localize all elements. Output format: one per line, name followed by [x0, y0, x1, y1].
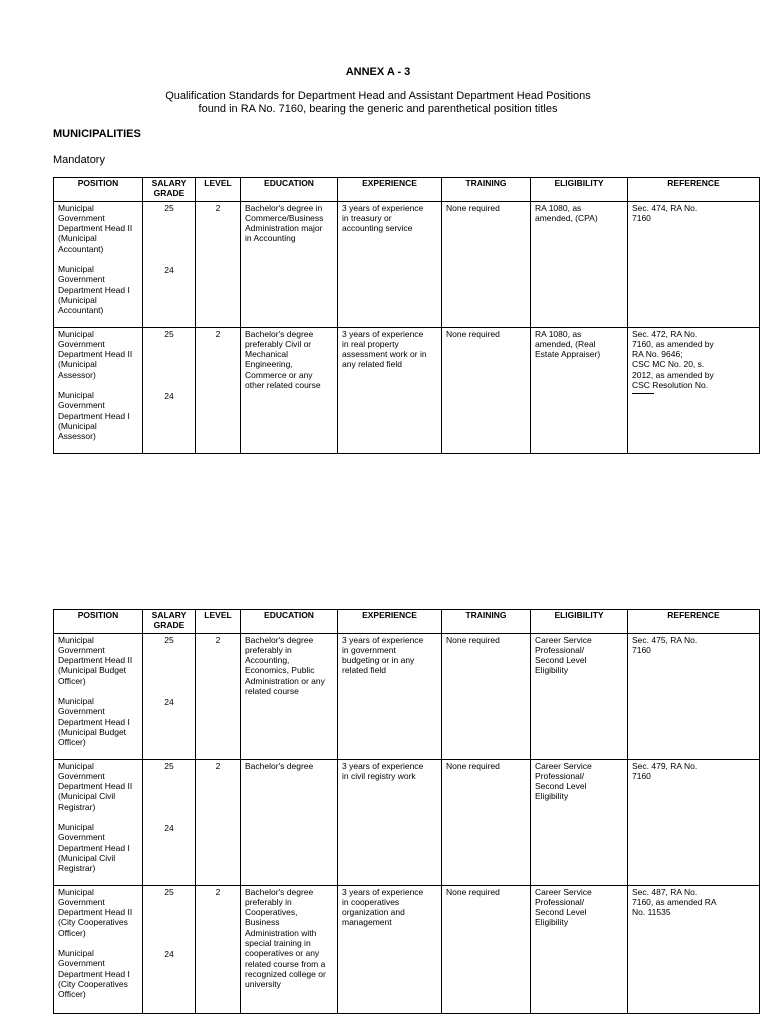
experience-text: 3 years of experience in treasury or accounting service: [342, 202, 424, 234]
salary-grade-value: 25: [164, 760, 174, 771]
table-header-row: [54, 610, 760, 634]
salary-grade-cell: [143, 633, 196, 759]
education-text: Bachelor's degree preferably in Cooperatives, Business Administration with special training in cooperatives or any related course from a recognized college or university: [245, 886, 326, 990]
position-title: Municipal Government Department Head I (Municipal Assessor): [58, 390, 130, 442]
education-cell: [241, 201, 338, 327]
level-cell: 2: [196, 633, 241, 759]
eligibility-cell: [531, 885, 628, 1013]
reference-text: Sec. 474, RA No. 7160: [632, 202, 698, 223]
salary-grade-cell: [143, 759, 196, 885]
subtitle-line-1: Qualification Standards for Department Head and Assistant Department Head Positions: [165, 90, 591, 102]
education-cell: [241, 327, 338, 453]
col-header-level: LEVEL: [196, 610, 241, 634]
education-cell: [241, 885, 338, 1013]
experience-cell: [338, 633, 442, 759]
eligibility-text: Career Service Professional/ Second Level Eligibility: [535, 886, 592, 928]
col-header-education: EDUCATION: [241, 178, 338, 202]
training-cell: None required: [442, 201, 531, 327]
position-cell: [54, 327, 143, 453]
level-cell: 2: [196, 201, 241, 327]
training-cell: None required: [442, 327, 531, 453]
position-title: Municipal Government Department Head II (Municipal Assessor): [58, 328, 133, 380]
qualification-table-2: [53, 609, 760, 1014]
position-title: Municipal Government Department Head I (Municipal Civil Registrar): [58, 822, 130, 874]
reference-cell: [628, 885, 760, 1013]
position-title: Municipal Government Department Head I (Municipal Accountant): [58, 264, 130, 316]
education-text: Bachelor's degree: [245, 760, 314, 771]
eligibility-cell: [531, 633, 628, 759]
salary-grade-value: 25: [164, 634, 174, 645]
education-text: Bachelor's degree in Commerce/Business Administration major in Accounting: [245, 202, 324, 244]
salary-grade-cell: [143, 885, 196, 1013]
training-cell: None required: [442, 633, 531, 759]
qualification-table-1: [53, 177, 760, 454]
reference-text: Sec. 475, RA No. 7160: [632, 634, 698, 655]
col-header-eligibility: ELIGIBILITY: [531, 178, 628, 202]
experience-text: 3 years of experience in real property assessment work or in any related field: [342, 328, 427, 370]
eligibility-text: Career Service Professional/ Second Level Eligibility: [535, 634, 592, 676]
annex-title: ANNEX A - 3: [345, 66, 411, 78]
level-cell: 2: [196, 327, 241, 453]
col-header-reference: REFERENCE: [628, 178, 760, 202]
col-header-level: LEVEL: [196, 178, 241, 202]
table-row: [54, 327, 760, 453]
training-cell: None required: [442, 885, 531, 1013]
reference-text: Sec. 479, RA No. 7160: [632, 760, 698, 781]
reference-text: Sec. 487, RA No. 7160, as amended RA No. 11535: [632, 886, 717, 918]
col-header-salary-grade: SALARY GRADE: [143, 178, 196, 202]
salary-grade-value: 24: [164, 822, 174, 833]
col-header-position: POSITION: [54, 610, 143, 634]
experience-text: 3 years of experience in government budgeting or in any related field: [342, 634, 424, 676]
reference-cell: [628, 633, 760, 759]
salary-grade-value: 25: [164, 328, 174, 339]
salary-grade-cell: [143, 201, 196, 327]
col-header-position: POSITION: [54, 178, 143, 202]
eligibility-cell: [531, 327, 628, 453]
training-cell: None required: [442, 759, 531, 885]
table-row: [54, 885, 760, 1013]
salary-grade-value: 25: [164, 886, 174, 897]
eligibility-text: RA 1080, as amended, (CPA): [535, 202, 598, 223]
blank-reference-line: [632, 390, 654, 394]
experience-text: 3 years of experience in civil registry work: [342, 760, 424, 781]
document-subtitle: [0, 90, 756, 116]
eligibility-text: Career Service Professional/ Second Level Eligibility: [535, 760, 592, 802]
col-header-eligibility: ELIGIBILITY: [531, 610, 628, 634]
position-title: Municipal Government Department Head I (City Cooperatives Officer): [58, 948, 130, 1000]
col-header-reference: REFERENCE: [628, 610, 760, 634]
salary-grade-cell: [143, 327, 196, 453]
salary-grade-value: 24: [164, 390, 174, 401]
table-row: [54, 201, 760, 327]
position-cell: [54, 633, 143, 759]
reference-text: Sec. 472, RA No. 7160, as amended by RA No. 9646; CSC MC No. 20, s. 2012, as amended by CSC Resolution No.: [632, 328, 714, 391]
experience-cell: [338, 201, 442, 327]
section-subheading: Mandatory: [53, 154, 105, 166]
position-title: Municipal Government Department Head II (Municipal Civil Registrar): [58, 760, 133, 812]
reference-cell: [628, 327, 760, 453]
position-cell: [54, 759, 143, 885]
experience-text: 3 years of experience in cooperatives organization and management: [342, 886, 424, 928]
col-header-education: EDUCATION: [241, 610, 338, 634]
experience-cell: [338, 327, 442, 453]
table-header-row: [54, 178, 760, 202]
education-cell: [241, 759, 338, 885]
position-title: Municipal Government Department Head II (City Cooperatives Officer): [58, 886, 133, 938]
salary-grade-value: 25: [164, 202, 174, 213]
position-title: Municipal Government Department Head I (Municipal Budget Officer): [58, 696, 130, 748]
col-header-experience: EXPERIENCE: [338, 610, 442, 634]
reference-cell: [628, 201, 760, 327]
eligibility-text: RA 1080, as amended, (Real Estate Appraiser): [535, 328, 601, 360]
position-cell: [54, 201, 143, 327]
eligibility-cell: [531, 759, 628, 885]
table-row: [54, 633, 760, 759]
col-header-experience: EXPERIENCE: [338, 178, 442, 202]
position-cell: [54, 885, 143, 1013]
experience-cell: [338, 885, 442, 1013]
col-header-salary-grade: SALARY GRADE: [143, 610, 196, 634]
section-heading: MUNICIPALITIES: [53, 128, 141, 140]
salary-grade-value: 24: [164, 264, 174, 275]
reference-cell: [628, 759, 760, 885]
col-header-training: TRAINING: [442, 178, 531, 202]
table-row: [54, 759, 760, 885]
position-title: Municipal Government Department Head II (Municipal Budget Officer): [58, 634, 133, 686]
position-title: Municipal Government Department Head II (Municipal Accountant): [58, 202, 133, 254]
experience-cell: [338, 759, 442, 885]
subtitle-line-2: found in RA No. 7160, bearing the generic and parenthetical position titles: [198, 103, 558, 115]
level-cell: 2: [196, 759, 241, 885]
education-text: Bachelor's degree preferably in Accounting, Economics, Public Administration or any related course: [245, 634, 325, 697]
eligibility-cell: [531, 201, 628, 327]
level-cell: 2: [196, 885, 241, 1013]
education-text: Bachelor's degree preferably Civil or Mechanical Engineering, Commerce or any other related course: [245, 328, 321, 391]
salary-grade-value: 24: [164, 696, 174, 707]
education-cell: [241, 633, 338, 759]
salary-grade-value: 24: [164, 948, 174, 959]
col-header-training: TRAINING: [442, 610, 531, 634]
